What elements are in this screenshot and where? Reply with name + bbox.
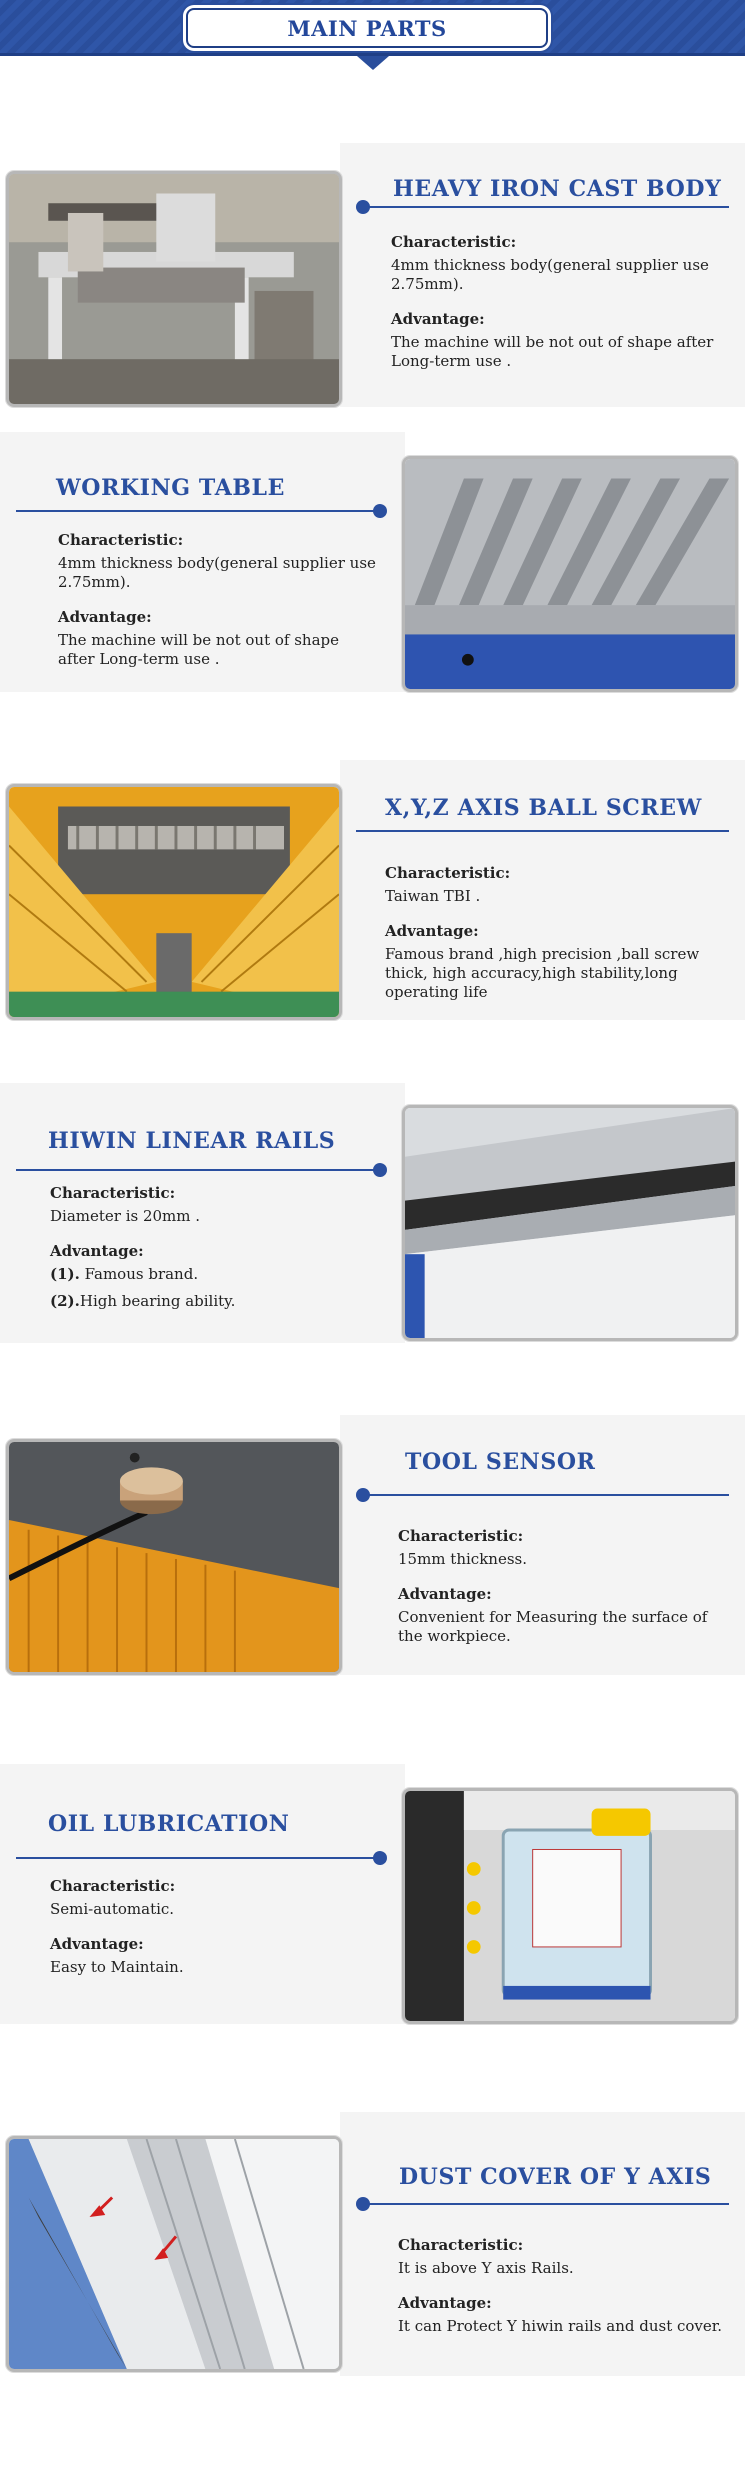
- advantage-label: Advantage:: [398, 1585, 492, 1603]
- advantage-item-text: High bearing ability.: [79, 1292, 236, 1310]
- section-title: WORKING TABLE: [56, 475, 285, 501]
- section-title: TOOL SENSOR: [405, 1449, 596, 1475]
- advantage-item-text: Famous brand.: [79, 1265, 199, 1283]
- section-oil-lubrication: [0, 1764, 745, 2034]
- section-tool-sensor: [0, 1415, 745, 1685]
- title-rule: [16, 510, 380, 512]
- section-body: [50, 1184, 370, 1319]
- characteristic-label: Characteristic:: [398, 1527, 524, 1545]
- advantage-item: [50, 1292, 370, 1311]
- characteristic-text: Diameter is 20mm .: [50, 1207, 201, 1225]
- characteristic-label: Characteristic:: [50, 1184, 176, 1202]
- advantage-text: Convenient for Measuring the surface of the workpiece.: [398, 1608, 708, 1645]
- section-title: DUST COVER OF Y AXIS: [399, 2164, 712, 2190]
- dust-cover-photo: [6, 2136, 342, 2372]
- characteristic-label: Characteristic:: [58, 531, 184, 549]
- title-rule: [366, 1494, 729, 1496]
- section-title: HEAVY IRON CAST BODY: [393, 176, 722, 202]
- oil-lubrication-photo: [402, 1788, 738, 2024]
- section-working-table: [0, 432, 745, 702]
- title-rule: [16, 1857, 380, 1859]
- section-title: X,Y,Z AXIS BALL SCREW: [385, 795, 702, 821]
- machine-body-photo: [6, 171, 342, 407]
- advantage-label: Advantage:: [50, 1242, 144, 1260]
- advantage-item: [50, 1265, 370, 1284]
- tool-sensor-photo: [6, 1439, 342, 1675]
- advantage-label: Advantage:: [398, 2294, 492, 2312]
- title-rule: [366, 2203, 729, 2205]
- title-rule: [356, 830, 729, 832]
- characteristic-text: 4mm thickness body(general supplier use 2.75mm).: [391, 256, 709, 293]
- advantage-label: Advantage:: [385, 922, 479, 940]
- section-title: OIL LUBRICATION: [48, 1811, 290, 1837]
- advantage-label: Advantage:: [58, 608, 152, 626]
- section-heavy-iron-cast-body: [0, 143, 745, 413]
- linear-rails-photo: [402, 1105, 738, 1341]
- title-rule: [366, 206, 729, 208]
- characteristic-label: Characteristic:: [385, 864, 511, 882]
- characteristic-text: It is above Y axis Rails.: [398, 2259, 574, 2277]
- section-body: [50, 1877, 370, 1993]
- title-bullet: [373, 504, 387, 518]
- advantage-label: Advantage:: [50, 1935, 144, 1953]
- characteristic-text: 4mm thickness body(general supplier use 2.75mm).: [58, 554, 376, 591]
- advantage-item-number: (1).: [50, 1265, 80, 1283]
- advantage-text: Famous brand ,high precision ,ball screw thick, high accuracy,high stability,long operating life: [385, 945, 700, 1001]
- advantage-text: The machine will be not out of shape after Long-term use .: [58, 631, 339, 668]
- title-bullet: [373, 1851, 387, 1865]
- advantage-text: The machine will be not out of shape after Long-term use .: [391, 333, 714, 370]
- banner-pointer: [357, 56, 389, 70]
- characteristic-text: 15mm thickness.: [398, 1550, 527, 1568]
- header-banner: [0, 0, 745, 56]
- section-body: [58, 531, 378, 685]
- characteristic-text: Taiwan TBI .: [385, 887, 481, 905]
- page-title: MAIN PARTS: [186, 8, 548, 48]
- section-body: [398, 2236, 728, 2352]
- characteristic-text: Semi-automatic.: [50, 1900, 175, 1918]
- title-bullet: [373, 1163, 387, 1177]
- section-body: [385, 864, 735, 1018]
- section-ball-screw: [0, 760, 745, 1030]
- advantage-label: Advantage:: [391, 310, 485, 328]
- ball-screw-photo: [6, 784, 342, 1020]
- characteristic-label: Characteristic:: [50, 1877, 176, 1895]
- characteristic-label: Characteristic:: [391, 233, 517, 251]
- section-body: [398, 1527, 718, 1662]
- working-table-photo: [402, 456, 738, 692]
- section-dust-cover: [0, 2112, 745, 2392]
- section-linear-rails: [0, 1083, 745, 1353]
- section-title: HIWIN LINEAR RAILS: [48, 1128, 336, 1154]
- advantage-text: Easy to Maintain.: [50, 1958, 184, 1976]
- title-rule: [16, 1169, 380, 1171]
- section-body: [391, 233, 721, 387]
- characteristic-label: Characteristic:: [398, 2236, 524, 2254]
- advantage-text: It can Protect Y hiwin rails and dust cover.: [398, 2317, 723, 2335]
- advantage-item-number: (2).: [50, 1292, 80, 1310]
